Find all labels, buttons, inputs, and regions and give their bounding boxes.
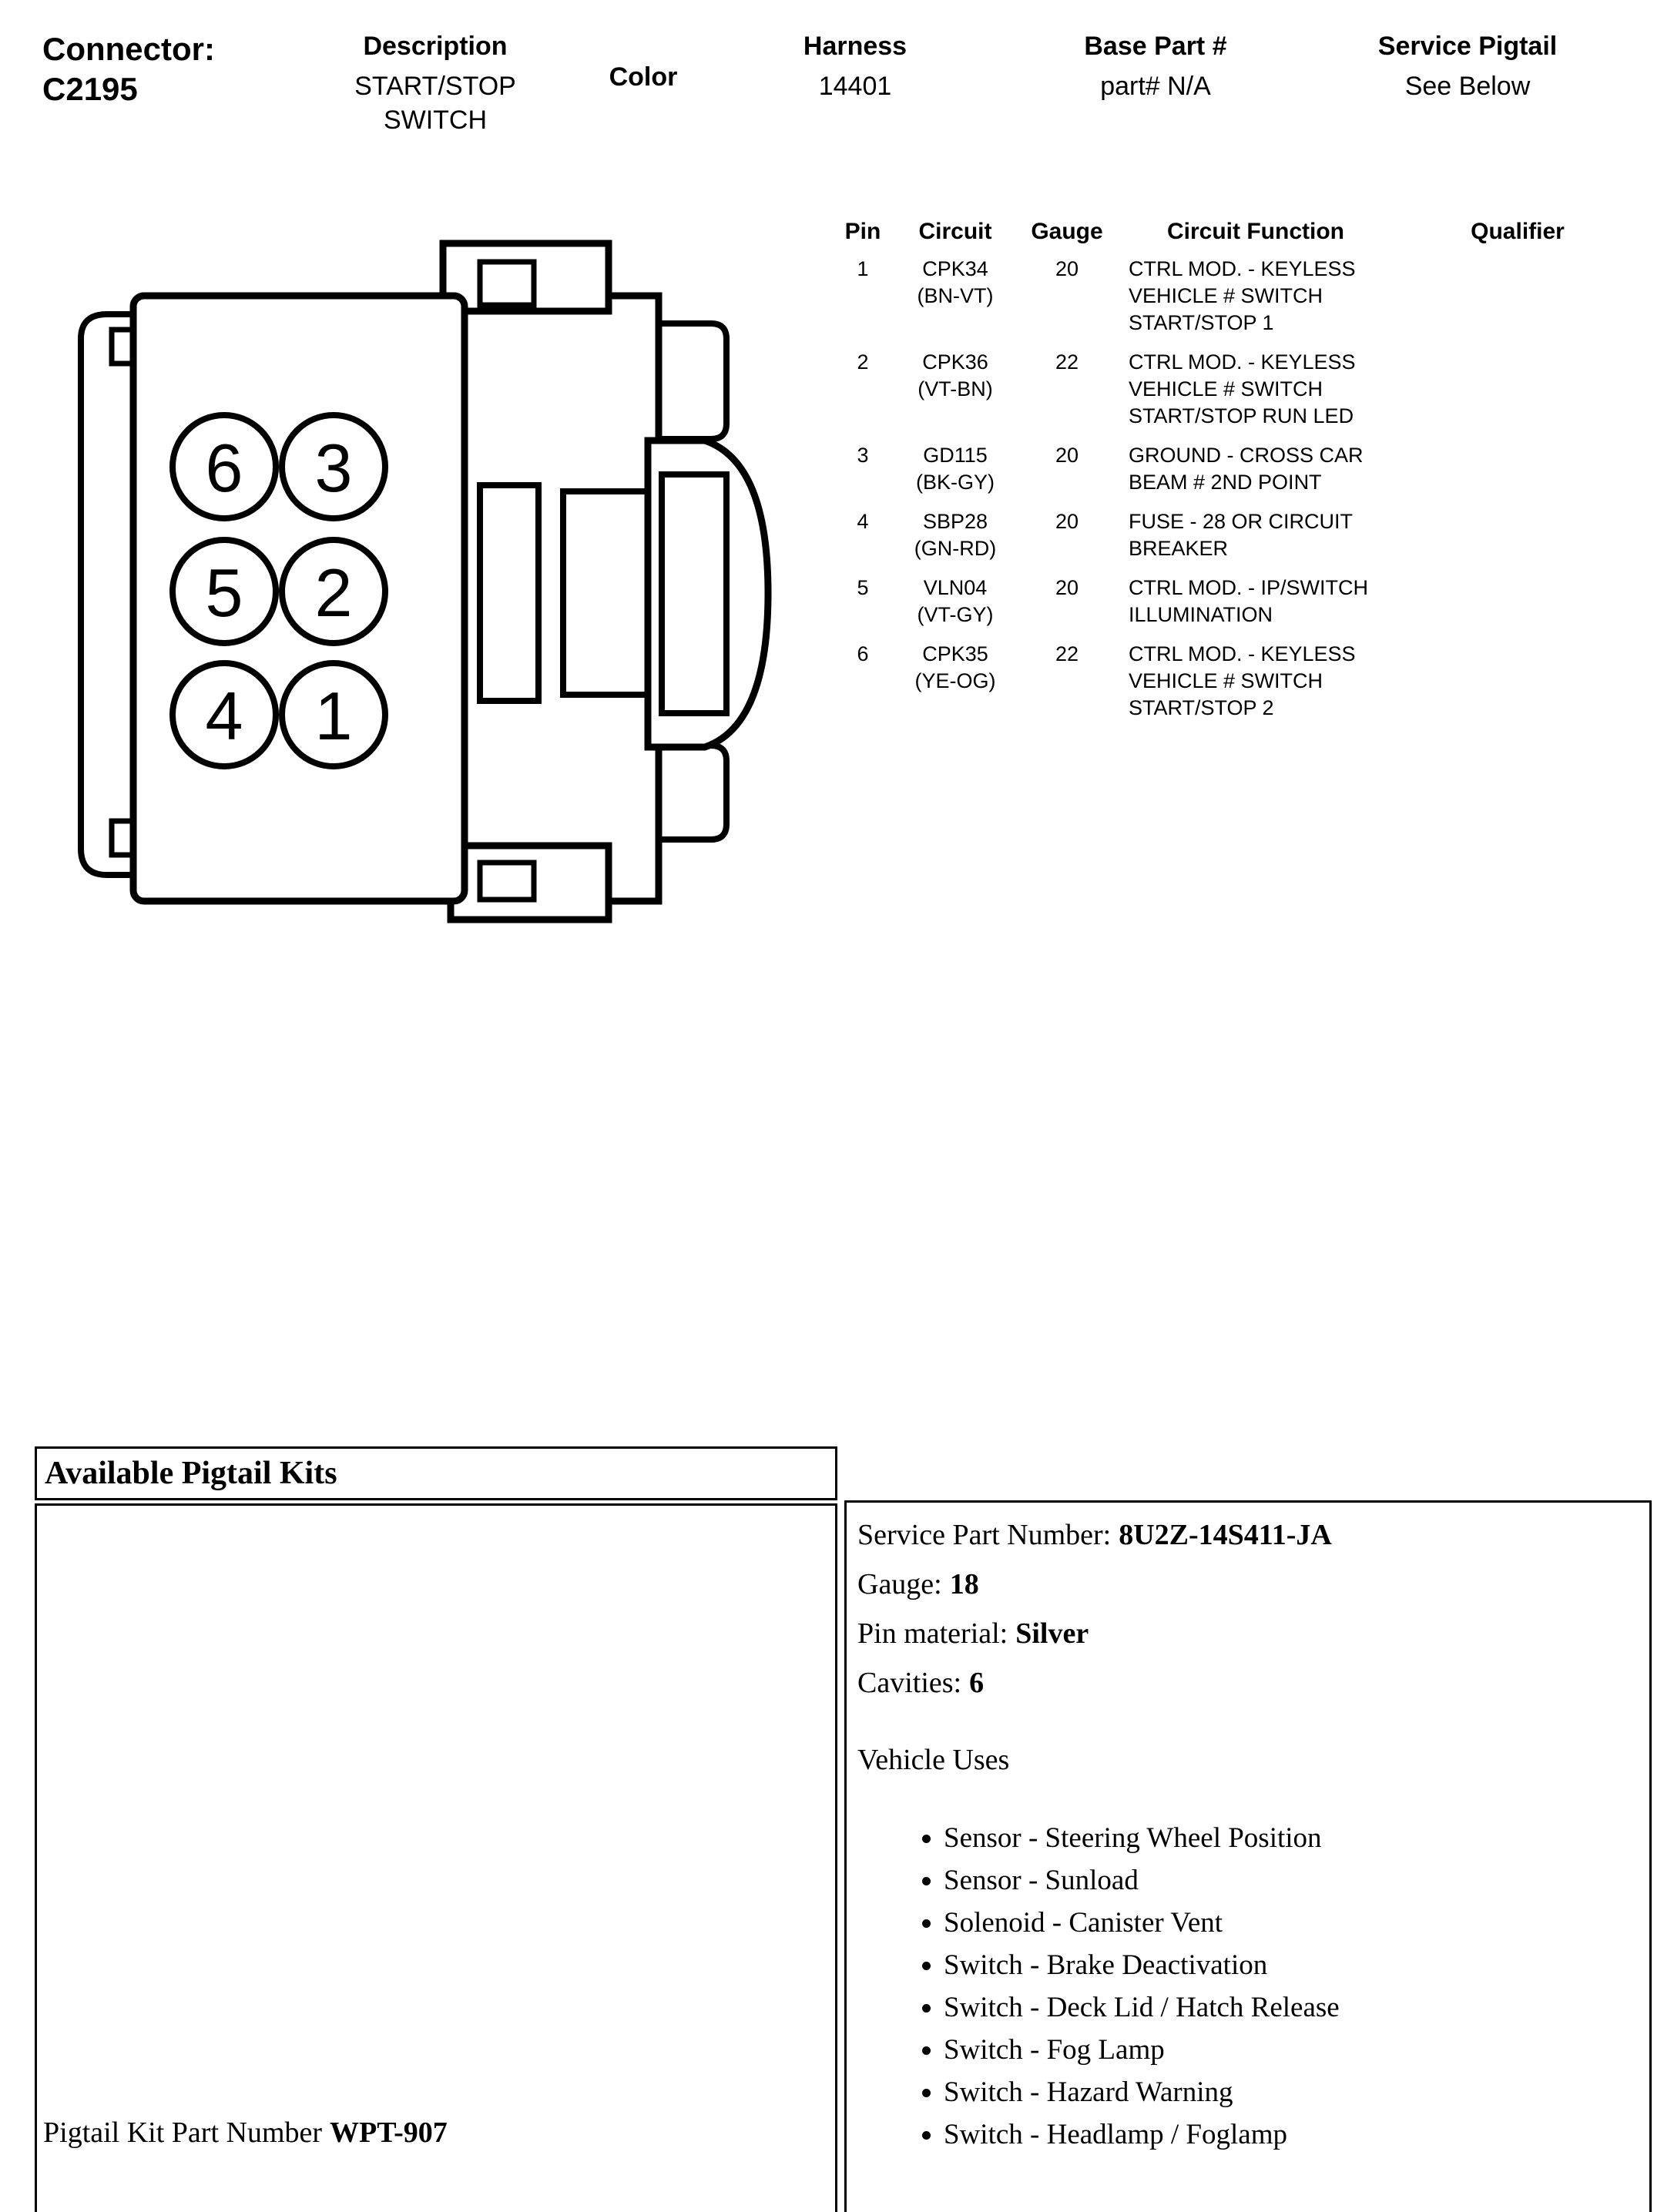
circuit-color: (VT-GY) bbox=[917, 603, 994, 626]
circuit-color: (BN-VT) bbox=[917, 284, 994, 307]
pin-material-value: Silver bbox=[1015, 1617, 1089, 1650]
header-harness bbox=[770, 29, 940, 103]
circuit-code: SBP28 bbox=[922, 510, 988, 533]
cavities-value: 6 bbox=[969, 1667, 985, 1699]
connector-top-bracket bbox=[659, 323, 726, 439]
harness-label: Harness bbox=[803, 32, 907, 61]
pigtail-kits-title: Available Pigtail Kits bbox=[45, 1456, 337, 1491]
pin-row bbox=[836, 256, 1652, 337]
pigtail-kits-box bbox=[35, 1503, 837, 2212]
pin-cell: 5 bbox=[857, 576, 869, 599]
vehicle-use-item: • Switch - Headlamp / Foglamp bbox=[944, 2113, 1639, 2156]
connector-bottom-tab-window bbox=[480, 863, 534, 900]
gauge-cell: 20 bbox=[1055, 257, 1079, 280]
cavity-number: 4 bbox=[205, 678, 243, 754]
vehicle-use-item: • Switch - Brake Deactivation bbox=[944, 1944, 1639, 1986]
function-cell: CTRL MOD. - KEYLESS VEHICLE # SWITCH START/STOP 1 bbox=[1129, 257, 1356, 334]
circuit-cell bbox=[890, 442, 1021, 496]
connector-id: C2195 bbox=[42, 71, 138, 107]
cavity-number: 6 bbox=[205, 430, 243, 506]
header-pin: Pin bbox=[844, 219, 881, 244]
service-part-number: 8U2Z-14S411-JA bbox=[1119, 1519, 1332, 1551]
base-part-label: Base Part # bbox=[1084, 32, 1227, 61]
header-qualifier: Qualifier bbox=[1471, 219, 1565, 244]
vehicle-use-item: • Switch - Hazard Warning bbox=[944, 2071, 1639, 2113]
header-service-pigtail bbox=[1340, 29, 1595, 103]
circuit-color: (YE-OG) bbox=[914, 669, 996, 692]
gauge-value: 18 bbox=[949, 1568, 979, 1600]
pigtail-kit-line bbox=[43, 2116, 448, 2150]
pin-cell: 2 bbox=[857, 350, 869, 374]
function-cell: CTRL MOD. - IP/SWITCH ILLUMINATION bbox=[1129, 576, 1368, 626]
connector-capsule-window bbox=[662, 474, 726, 713]
vehicle-use-item: • Switch - Deck Lid / Hatch Release bbox=[944, 1986, 1639, 2029]
circuit-cell bbox=[890, 508, 1021, 562]
base-part-value: part# N/A bbox=[1100, 72, 1211, 101]
service-part-box bbox=[844, 1500, 1652, 2212]
description-label: Description bbox=[363, 32, 508, 61]
vehicle-use-item: • Switch - Fog Lamp bbox=[944, 2029, 1639, 2071]
gauge-line bbox=[857, 1560, 1639, 1609]
pin-row bbox=[836, 442, 1652, 496]
pigtail-kits-title-box bbox=[35, 1446, 837, 1500]
circuit-cell bbox=[890, 349, 1021, 403]
pin-material-line bbox=[857, 1609, 1639, 1658]
circuit-code: CPK36 bbox=[922, 350, 988, 374]
service-part-line bbox=[857, 1510, 1639, 1560]
header-base-part bbox=[1040, 29, 1271, 103]
circuit-color: (GN-RD) bbox=[914, 537, 997, 560]
gauge-cell: 22 bbox=[1055, 642, 1079, 665]
cavity-number: 1 bbox=[314, 678, 353, 754]
connector-bottom-bracket bbox=[659, 746, 726, 840]
harness-value: 14401 bbox=[818, 72, 892, 101]
connector-drawing bbox=[73, 231, 782, 924]
color-label: Color bbox=[609, 62, 678, 92]
cavity-number: 5 bbox=[205, 555, 243, 631]
circuit-cell bbox=[890, 641, 1021, 695]
connector-latch-window-right bbox=[563, 491, 648, 695]
gauge-cell: 20 bbox=[1055, 444, 1079, 467]
vehicle-use-item: • Sensor - Sunload bbox=[944, 1859, 1639, 1902]
pin-cell: 3 bbox=[857, 444, 869, 467]
connector-latch-window-left bbox=[480, 485, 538, 701]
pin-row bbox=[836, 575, 1652, 628]
pin-table-header bbox=[836, 218, 1652, 245]
gauge-cell: 20 bbox=[1055, 576, 1079, 599]
header-color bbox=[574, 60, 713, 100]
gauge-label: Gauge: bbox=[857, 1568, 942, 1600]
circuit-code: CPK35 bbox=[922, 642, 988, 665]
pin-cell: 1 bbox=[857, 257, 869, 280]
circuit-code: VLN04 bbox=[923, 576, 988, 599]
service-pigtail-value: See Below bbox=[1404, 72, 1531, 101]
vehicle-uses-list bbox=[857, 1817, 1639, 2156]
pin-cell: 6 bbox=[857, 642, 869, 665]
pin-row bbox=[836, 508, 1652, 562]
connector-label: Connector: bbox=[42, 31, 215, 67]
connector-top-tab-window bbox=[480, 262, 534, 305]
pin-table bbox=[836, 218, 1652, 734]
circuit-code: CPK34 bbox=[922, 257, 988, 280]
header-circuit: Circuit bbox=[918, 219, 992, 244]
pigtail-kit-number: WPT-907 bbox=[330, 2116, 448, 2149]
cavities-line bbox=[857, 1658, 1639, 1708]
pin-material-label: Pin material: bbox=[857, 1617, 1008, 1650]
service-pigtail-label: Service Pigtail bbox=[1377, 32, 1558, 61]
circuit-cell bbox=[890, 575, 1021, 628]
circuit-color: (BK-GY) bbox=[915, 471, 995, 494]
function-cell: GROUND - CROSS CAR BEAM # 2ND POINT bbox=[1129, 444, 1364, 494]
circuit-code: GD115 bbox=[923, 444, 988, 467]
header-description bbox=[324, 29, 547, 137]
pin-row bbox=[836, 349, 1652, 430]
description-value: START/STOP SWITCH bbox=[354, 72, 516, 135]
cavities-label: Cavities: bbox=[857, 1667, 962, 1699]
circuit-cell bbox=[890, 256, 1021, 310]
pin-cell: 4 bbox=[857, 510, 869, 533]
function-cell: CTRL MOD. - KEYLESS VEHICLE # SWITCH START/STOP 2 bbox=[1129, 642, 1356, 719]
pigtail-kit-label: Pigtail Kit Part Number bbox=[43, 2116, 323, 2149]
header-circuit-function: Circuit Function bbox=[1167, 219, 1344, 244]
circuit-color: (VT-BN) bbox=[918, 377, 993, 401]
vehicle-use-item: • Solenoid - Canister Vent bbox=[944, 1902, 1639, 1944]
pin-row bbox=[836, 641, 1652, 722]
function-cell: FUSE - 28 OR CIRCUIT BREAKER bbox=[1129, 510, 1353, 560]
cavity-number: 2 bbox=[314, 555, 353, 631]
gauge-cell: 22 bbox=[1055, 350, 1079, 374]
connector-title bbox=[42, 29, 215, 109]
header-gauge: Gauge bbox=[1031, 219, 1103, 244]
vehicle-uses-title: Vehicle Uses bbox=[857, 1744, 1010, 1776]
gauge-cell: 20 bbox=[1055, 510, 1079, 533]
vehicle-use-item: • Sensor - Steering Wheel Position bbox=[944, 1817, 1639, 1859]
function-cell: CTRL MOD. - KEYLESS VEHICLE # SWITCH START/STOP RUN LED bbox=[1129, 350, 1356, 427]
cavity-number: 3 bbox=[314, 430, 353, 506]
connector-left-flange bbox=[81, 314, 133, 875]
service-part-label: Service Part Number: bbox=[857, 1519, 1112, 1551]
